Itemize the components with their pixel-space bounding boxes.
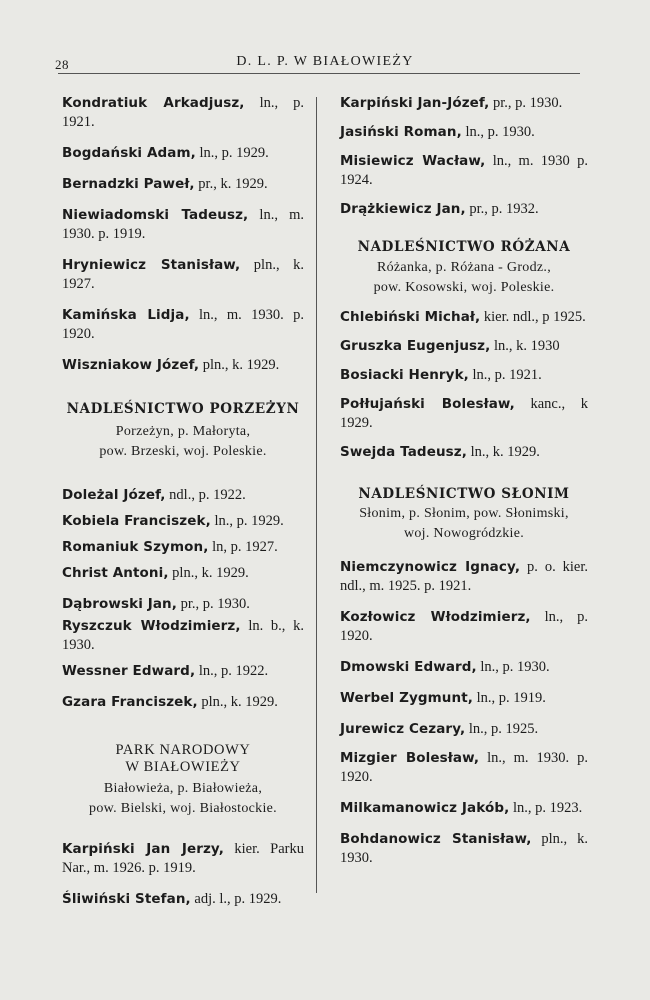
entry bbox=[62, 486, 304, 505]
entry-details: pr., p. 1930. bbox=[493, 95, 563, 111]
column-divider bbox=[316, 97, 317, 893]
entry-name: Drążkiewicz Jan, bbox=[340, 201, 466, 217]
entry-name: Wessner Edward, bbox=[62, 663, 196, 679]
entry-name: Jurewicz Cezary, bbox=[340, 721, 466, 737]
entry bbox=[340, 799, 588, 818]
entry-name: Ryszczuk Włodzimierz, bbox=[62, 618, 241, 634]
entry bbox=[62, 617, 304, 655]
entry-details: ndl., p. 1922. bbox=[169, 487, 246, 503]
entry-details: ln., m. 1930. p. 1920. bbox=[62, 307, 304, 342]
entry-details: kier. Parku Nar., m. 1926. p. 1919. bbox=[62, 841, 304, 876]
entry-name: Dąbrowski Jan, bbox=[62, 596, 177, 612]
entry-details: ln., m. 1930. p. 1920. bbox=[340, 750, 589, 785]
entry bbox=[62, 662, 304, 681]
entry bbox=[62, 144, 304, 163]
entry-name: Misiewicz Wacław, bbox=[340, 153, 486, 169]
entry-name: Christ Antoni, bbox=[62, 565, 169, 581]
entry bbox=[340, 830, 588, 868]
entry-name: Dmowski Edward, bbox=[340, 659, 477, 675]
entry-details: pln., k. 1929. bbox=[172, 565, 249, 581]
entry-details: kier. ndl., p 1925. bbox=[483, 309, 586, 325]
entry bbox=[340, 337, 588, 356]
entry bbox=[62, 175, 304, 194]
header-rule bbox=[58, 73, 580, 74]
section-address: Białowieża, p. Białowieża, bbox=[103, 781, 263, 796]
entry-name: Kamińska Lidja, bbox=[62, 307, 190, 323]
entry-details: ln., p. 1929. bbox=[199, 145, 269, 161]
entry-name: Bernadzki Paweł, bbox=[62, 176, 195, 192]
entry bbox=[62, 206, 304, 244]
entry-details: pr., k. 1929. bbox=[198, 176, 268, 192]
entry-name: Gruszka Eugenjusz, bbox=[340, 338, 491, 354]
entry bbox=[62, 538, 304, 557]
entry bbox=[62, 890, 304, 909]
entry-details: ln., k. 1929. bbox=[470, 444, 540, 460]
entry-details: ln., p. 1921. bbox=[62, 95, 304, 130]
entry bbox=[62, 564, 304, 583]
entry-name: Hryniewicz Stanisław, bbox=[62, 257, 241, 273]
entry bbox=[340, 123, 588, 142]
entry-name: Bogdański Adam, bbox=[62, 145, 196, 161]
entry bbox=[340, 749, 588, 787]
entry-name: Połłujański Bolesław, bbox=[340, 396, 515, 412]
entry-details: ln., p. 1923. bbox=[512, 800, 583, 816]
section-address: pow. Kosowski, woj. Poleskie. bbox=[373, 280, 555, 295]
entry-name: Swejda Tadeusz, bbox=[340, 444, 467, 460]
entry-details: ln, p. 1927. bbox=[212, 539, 278, 555]
entry-name: Bohdanowicz Stanisław, bbox=[340, 831, 532, 847]
entry bbox=[62, 256, 304, 294]
right-column bbox=[340, 94, 588, 868]
entry bbox=[62, 595, 304, 614]
entry-details: ln., m. 1930 p. 1924. bbox=[340, 153, 589, 188]
entry-details: pln., k. 1927. bbox=[62, 257, 304, 292]
entry-details: pr., p. 1932. bbox=[469, 201, 539, 217]
entry-details: ln., p. 1920. bbox=[340, 609, 588, 644]
entry bbox=[62, 512, 304, 531]
left-column bbox=[62, 94, 304, 909]
entry-details: ln., p. 1922. bbox=[198, 663, 269, 679]
entry-name: Kobiela Franciszek, bbox=[62, 513, 211, 529]
entry bbox=[340, 152, 588, 190]
entry-details: pr., p. 1930. bbox=[180, 596, 250, 612]
entry-details: ln., p. 1929. bbox=[214, 513, 284, 529]
entry-details: ln., p. 1921. bbox=[472, 367, 542, 383]
entry-name: Gzara Franciszek, bbox=[62, 694, 198, 710]
entry-details: kanc., k 1929. bbox=[340, 396, 588, 431]
entry-name: Jasiński Roman, bbox=[340, 124, 462, 140]
section-address: Porzeżyn, p. Małoryta, bbox=[115, 424, 251, 439]
entry-name: Kondratiuk Arkadjusz, bbox=[62, 95, 245, 111]
entry bbox=[340, 658, 588, 677]
entry-name: Chlebiński Michał, bbox=[340, 309, 481, 325]
entry-name: Werbel Zygmunt, bbox=[340, 690, 473, 706]
section-address: pow. Brzeski, woj. Poleskie. bbox=[99, 444, 267, 459]
section-address: pow. Bielski, woj. Białostockie. bbox=[89, 801, 277, 816]
section-title-porzezyn: NADLEŚNICTWO PORZEŻYN bbox=[66, 401, 300, 417]
section-address: woj. Nowogródzkie. bbox=[403, 526, 525, 541]
entry-name: Mizgier Bolesław, bbox=[340, 750, 480, 766]
entry bbox=[340, 395, 588, 433]
entry bbox=[340, 366, 588, 385]
entry-details: ln., p. 1925. bbox=[468, 721, 539, 737]
entry bbox=[62, 306, 304, 344]
section-title-park: W BIAŁOWIEŻY bbox=[125, 759, 241, 775]
section-title-slonim: NADLEŚNICTWO SŁONIM bbox=[358, 486, 570, 502]
entry bbox=[340, 94, 588, 113]
entry-name: Bosiacki Henryk, bbox=[340, 367, 469, 383]
entry-details: p. o. kier. ndl., m. 1925. p. 1921. bbox=[340, 559, 588, 594]
entry-name: Doleżal Józef, bbox=[62, 487, 166, 503]
entry-details: ln. b., k. 1930. bbox=[62, 618, 304, 653]
section-address: Różanka, p. Różana - Grodz., bbox=[376, 260, 551, 275]
entry-name: Romaniuk Szymon, bbox=[62, 539, 209, 555]
entry bbox=[340, 200, 588, 219]
entry bbox=[340, 308, 588, 327]
page-number: 28 bbox=[55, 57, 69, 72]
entry-name: Kozłowicz Włodzimierz, bbox=[340, 609, 531, 625]
entry-details: pln., k. 1930. bbox=[340, 831, 588, 866]
entry-details: pln., k. 1929. bbox=[201, 694, 278, 710]
entry-name: Karpiński Jan-Józef, bbox=[340, 95, 490, 111]
entry bbox=[340, 558, 588, 596]
running-title: D. L. P. W BIAŁOWIEŻY bbox=[236, 54, 414, 69]
entry-details: pln., k. 1929. bbox=[202, 357, 280, 373]
entry-name: Karpiński Jan Jerzy, bbox=[62, 841, 225, 857]
section-address: Słonim, p. Słonim, pow. Słonimski, bbox=[359, 506, 569, 521]
entry bbox=[340, 443, 588, 462]
entry-details: adj. l., p. 1929. bbox=[194, 891, 282, 907]
entry bbox=[340, 720, 588, 739]
entry bbox=[62, 840, 304, 878]
entry bbox=[340, 689, 588, 708]
entry-details: ln., m. 1930. p. 1919. bbox=[62, 207, 304, 242]
entry bbox=[62, 94, 304, 132]
entry-name: Śliwiński Stefan, bbox=[62, 891, 191, 907]
section-title-rozana: NADLEŚNICTWO RÓŻANA bbox=[357, 239, 571, 255]
entry-details: ln., p. 1919. bbox=[476, 690, 546, 706]
entry bbox=[340, 608, 588, 646]
entry-details: ln., p. 1930. bbox=[480, 659, 550, 675]
entry-name: Wiszniakow Józef, bbox=[62, 357, 200, 373]
entry-details: ln., k. 1930 bbox=[493, 338, 560, 354]
section-title-park: PARK NARODOWY bbox=[115, 742, 251, 758]
entry bbox=[62, 356, 304, 375]
entry-name: Niemczynowicz Ignacy, bbox=[340, 559, 521, 575]
entry-details: ln., p. 1930. bbox=[465, 124, 535, 140]
entry-name: Niewiadomski Tadeusz, bbox=[62, 207, 249, 223]
entry bbox=[62, 693, 304, 712]
entry-name: Milkamanowicz Jakób, bbox=[340, 800, 510, 816]
